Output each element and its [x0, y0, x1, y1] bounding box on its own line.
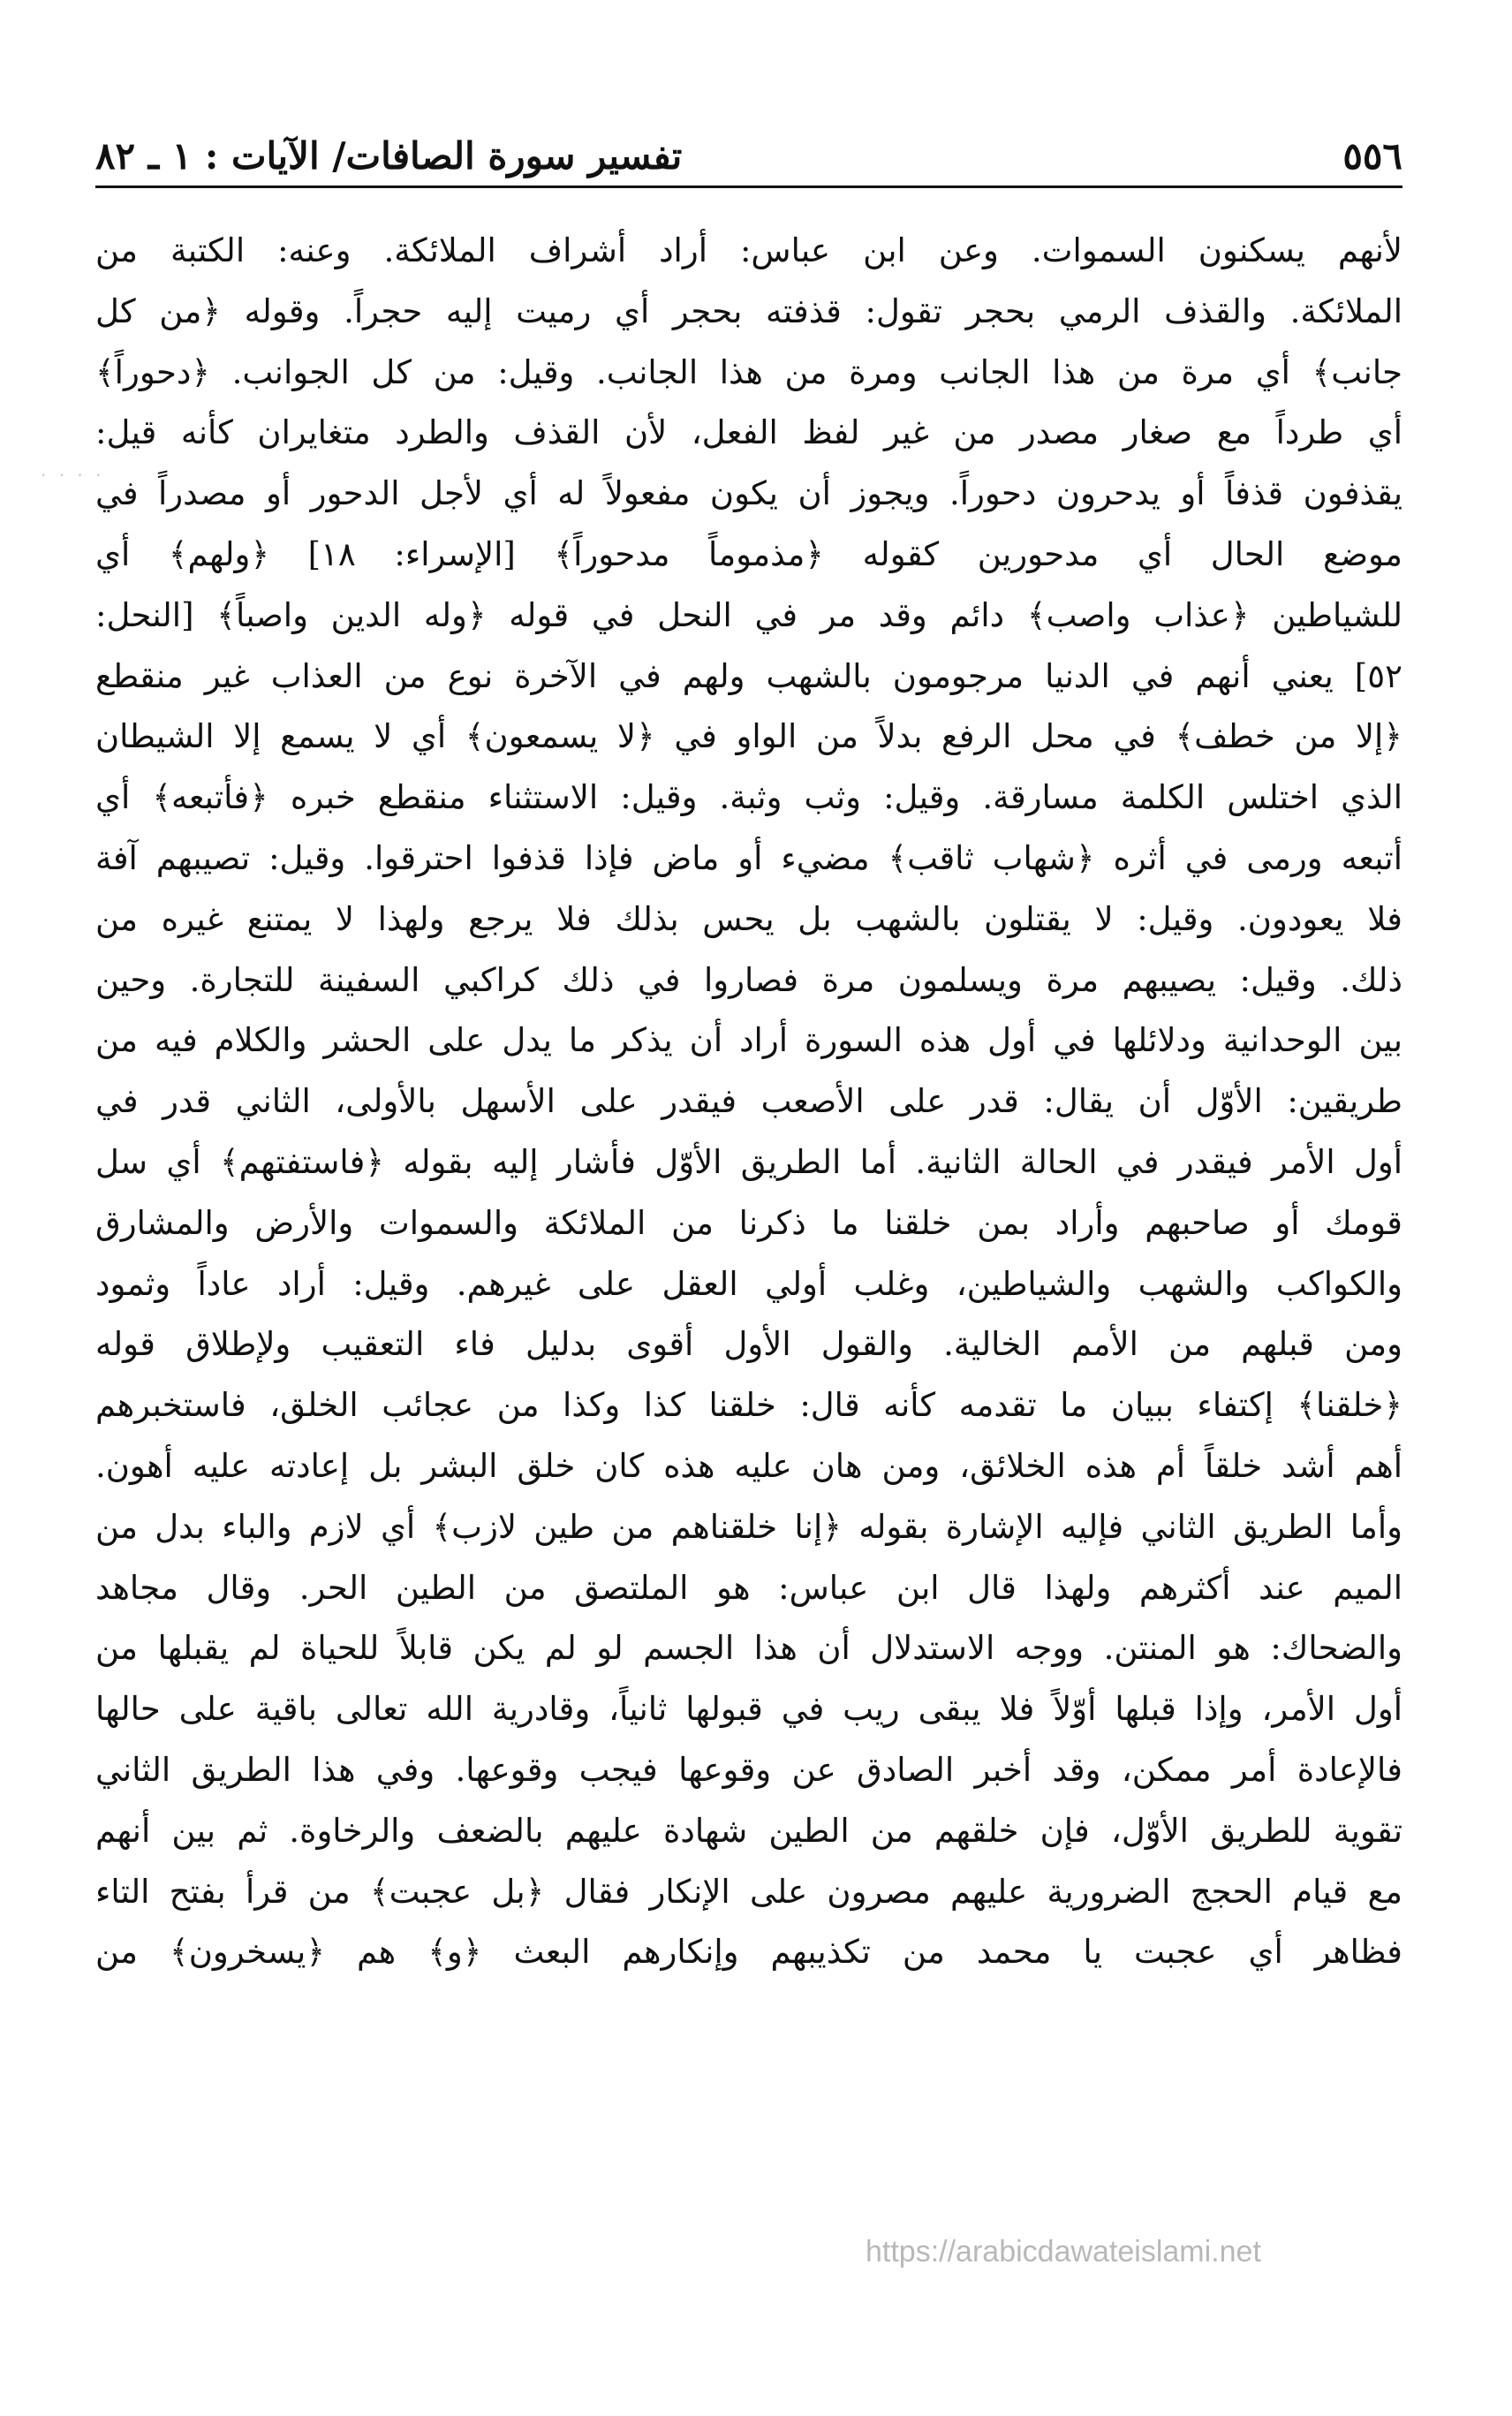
text-line: الميم عند أكثرهم ولهذا قال ابن عباس: هو الملتصق من الطين الحر. وقال مجاهد: [95, 1568, 1402, 1607]
text-line: أتبعه ورمى في أثره ﴿شهاب ثاقب﴾ مضيء أو ماض فإذا قذفوا احترقوا. وقيل: تصيبهم آفة: [95, 838, 1402, 877]
text-line: وأما الطريق الثاني فإليه الإشارة بقوله ﴿إنا خلقناهم من طين لازب﴾ أي لازم والباء بدل من: [95, 1507, 1402, 1546]
running-title: تفسير سورة الصافات/ الآيات : ١ ـ ٨٢: [95, 134, 683, 178]
text-line: يقذفون قذفاً أو يدحرون دحوراً. ويجوز أن يكون مفعولاً له أي لأجل الدحور أو مصدراً في: [95, 474, 1402, 513]
text-line: الملائكة. والقذف الرمي بحجر تقول: قذفته بحجر أي رميت إليه حجراً. وقوله ﴿من كل: [95, 292, 1402, 330]
text-line: فلا يعودون. وقيل: لا يقتلون بالشهب بل يحس بذلك فلا يرجع ولهذا لا يمتنع غيره من: [95, 899, 1402, 938]
text-line: فالإعادة أمر ممكن، وقد أخبر الصادق عن وقوعها فيجب وقوعها. وفي هذا الطريق الثاني: [95, 1750, 1402, 1789]
text-line: الذي اختلس الكلمة مسارقة. وقيل: وثب وثبة. وقيل: الاستثناء منقطع خبره ﴿فأتبعه﴾ أي: [95, 778, 1402, 817]
text-line: ﴿خلقنا﴾ إكتفاء ببيان ما تقدمه كأنه قال: خلقنا كذا وكذا من عجائب الخلق، فاستخبرهم: [95, 1386, 1402, 1425]
text-line: ٥٢] يعني أنهم في الدنيا مرجومون بالشهب ولهم في الآخرة نوع من العذاب غير منقطع: [95, 656, 1402, 695]
text-line: ومن قبلهم من الأمم الخالية. والقول الأول أقوى بدليل فاء التعقيب ولإطلاق قوله: [95, 1325, 1402, 1364]
text-line: أهم أشد خلقاً أم هذه الخلائق، ومن هان عليه هذه كان خلق البشر بل إعادته عليه أهون.: [95, 1446, 1402, 1485]
text-line: مع قيام الحجج الضرورية عليهم مصرون على الإنكار فقال ﴿بل عجبت﴾ من قرأ بفتح التاء: [95, 1872, 1402, 1911]
text-line: والضحاك: هو المنتن. ووجه الاستدلال أن هذا الجسم لو لم يكن قابلاً للحياة لم يقبلها من: [95, 1629, 1402, 1668]
page-number: ٥٥٦: [1342, 134, 1402, 178]
text-line: أول الأمر فيقدر في الحالة الثانية. أما الطريق الأوّل فأشار إليه بقوله ﴿فاستفتهم﴾ أي سل: [95, 1142, 1402, 1181]
text-line: ذلك. وقيل: يصيبهم مرة ويسلمون مرة فصاروا في ذلك كراكبي السفينة للتجارة. وحين: [95, 960, 1402, 999]
text-line: طريقين: الأوّل أن يقال: قدر على الأصعب فيقدر على الأسهل بالأولى، الثاني قدر في: [95, 1082, 1402, 1121]
header-rule: [95, 186, 1402, 188]
text-line: جانب﴾ أي مرة من هذا الجانب ومرة من هذا الجانب. وقيل: من كل الجوانب. ﴿دحوراً﴾: [95, 352, 1402, 391]
page-header: [95, 131, 1402, 184]
text-line: تقوية للطريق الأوّل، فإن خلقهم من الطين شهادة عليهم بالضعف والرخاوة. ثم بين أنهم: [95, 1811, 1402, 1850]
text-line: فظاهر أي عجبت يا محمد من تكذيبهم وإنكارهم البعث ﴿و﴾ هم ﴿يسخرون﴾ من: [95, 1933, 1402, 1972]
margin-marks: . . . .: [41, 459, 105, 481]
text-line: للشياطين ﴿عذاب واصب﴾ دائم وقد مر في النحل في قوله ﴿وله الدين واصباً﴾ [النحل:: [95, 595, 1402, 634]
body-text: [95, 221, 1402, 1983]
text-line: أي طرداً مع صغار مصدر من غير لفظ الفعل، لأن القذف والطرد متغايران كأنه قيل:: [95, 413, 1402, 452]
text-line: لأنهم يسكنون السموات. وعن ابن عباس: أراد أشراف الملائكة. وعنه: الكتبة من: [95, 231, 1402, 269]
text-line: بين الوحدانية ودلائلها في أول هذه السورة أراد أن يذكر ما يدل على الحشر والكلام فيه من: [95, 1021, 1402, 1060]
watermark-url: https://arabicdawateislami.net: [866, 2235, 1261, 2268]
text-line: والكواكب والشهب والشياطين، وغلب أولي العقل على غيرهم. وقيل: أراد عاداً وثمود: [95, 1264, 1402, 1303]
text-line: ﴿إلا من خطف﴾ في محل الرفع بدلاً من الواو في ﴿لا يسمعون﴾ أي لا يسمع إلا الشيطان: [95, 717, 1402, 756]
text-line: موضع الحال أي مدحورين كقوله ﴿مذموماً مدحوراً﴾ [الإسراء: ١٨] ﴿ولهم﴾ أي: [95, 534, 1402, 573]
text-line: قومك أو صاحبهم وأراد بمن خلقنا ما ذكرنا من الملائكة والسموات والأرض والمشارق: [95, 1203, 1402, 1242]
text-line: أول الأمر، وإذا قبلها أوّلاً فلا يبقى ريب في قبولها ثانياً، وقادرية الله تعالى باقية على حالها: [95, 1690, 1402, 1729]
